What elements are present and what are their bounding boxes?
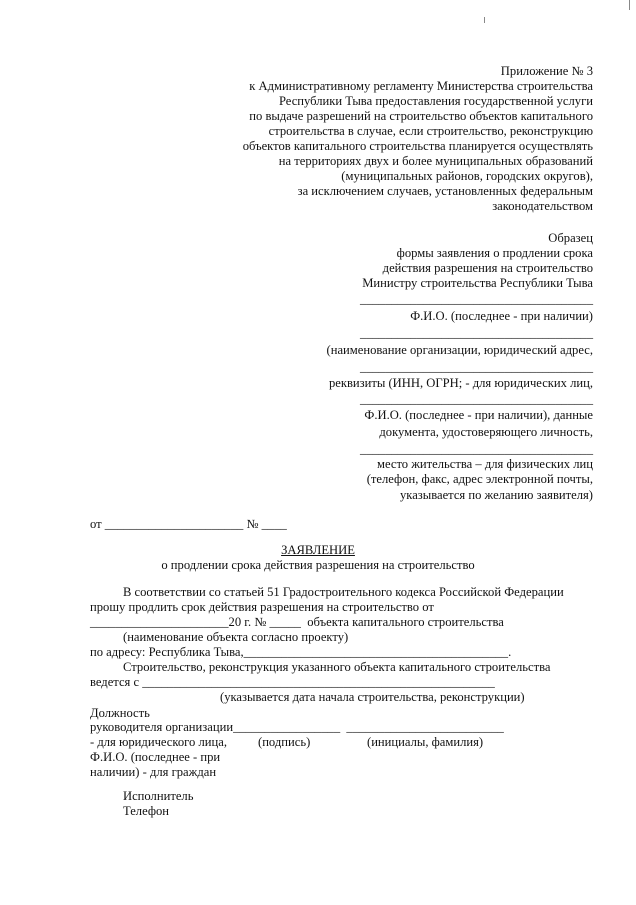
addressee-fio: Ф.И.О. (последнее - при наличии) (410, 309, 593, 323)
appendix-line: на территориях двух и более муниципальных образований (278, 154, 593, 168)
addressee-note: указывается по желанию заявителя) (399, 488, 593, 502)
blank-line: _____________________________________ (360, 360, 593, 374)
appendix-line: по выдаче разрешений на строительство объектов капитального (249, 109, 593, 123)
addressee-residence: место жительства – для физических лиц (376, 457, 593, 471)
from-date-number-line: от ______________________ № ____ (90, 517, 287, 531)
body-line: прошу продлить срок действия разрешения на строительство от (90, 600, 434, 614)
blank-line: _____________________________________ (360, 392, 593, 406)
body-line: Строительство, реконструкция указанного объекта капитального строительства (123, 660, 551, 674)
signature-line: руководителя организации_________________ _________________________ (90, 720, 504, 734)
signature-name-label: (инициалы, фамилия) (367, 735, 484, 749)
scan-mark (629, 0, 630, 10)
appendix-line: строительства в случае, если строительство, реконструкцию (268, 124, 593, 138)
blank-line: _____________________________________ (360, 292, 593, 306)
signature-citizens: наличии) - для граждан (90, 765, 217, 779)
scan-mark (484, 17, 485, 23)
signature-legal-entity: - для юридического лица, (90, 735, 227, 749)
signature-position: Должность (90, 706, 150, 720)
statement-title: ЗАЯВЛЕНИЕ (281, 543, 355, 557)
blank-line: _____________________________________ (360, 326, 593, 340)
appendix-line: (муниципальных районов, городских округов), (341, 169, 593, 183)
executor-label: Исполнитель (123, 789, 194, 803)
body-line: ведется с ________________________________________________________ (90, 675, 495, 689)
addressee-document: документа, удостоверяющего личность, (379, 425, 593, 439)
phone-label: Телефон (123, 804, 170, 818)
body-line: В соответствии со статьей 51 Градостроительного кодекса Российской Федерации (123, 585, 564, 599)
signature-sign-label: (подпись) (258, 735, 311, 749)
sample-line: формы заявления о продлении срока (396, 246, 593, 260)
body-line: (указывается дата начала строительства, реконструкции) (220, 690, 525, 704)
appendix-line: за исключением случаев, установленных федеральным (297, 184, 593, 198)
signature-fio: Ф.И.О. (последнее - при (90, 750, 221, 764)
appendix-line: объектов капитального строительства планируется осуществлять (242, 139, 593, 153)
appendix-line: Приложение № 3 (500, 64, 593, 78)
sample-line: действия разрешения на строительство (382, 261, 593, 275)
addressee-org: (наименование организации, юридический адрес, (326, 343, 593, 357)
addressee-requisites: реквизиты (ИНН, ОГРН; - для юридических лиц, (328, 376, 593, 390)
addressee-contacts: (телефон, факс, адрес электронной почты, (366, 472, 593, 486)
blank-line: _____________________________________ (360, 442, 593, 456)
sample-line: Министру строительства Республики Тыва (362, 276, 593, 290)
addressee-fio-data: Ф.И.О. (последнее - при наличии), данные (364, 408, 593, 422)
body-line: по адресу: Республика Тыва,__________________________________________. (90, 645, 512, 659)
statement-subtitle: о продлении срока действия разрешения на строительство (161, 558, 475, 572)
body-line: (наименование объекта согласно проекту) (123, 630, 349, 644)
appendix-line: к Административному регламенту Министерства строительства (249, 79, 593, 93)
sample-line: Образец (548, 231, 593, 245)
body-line: ______________________20 г. № _____ объекта капитального строительства (90, 615, 504, 629)
appendix-line: законодательством (492, 199, 593, 213)
appendix-line: Республики Тыва предоставления государственной услуги (278, 94, 593, 108)
